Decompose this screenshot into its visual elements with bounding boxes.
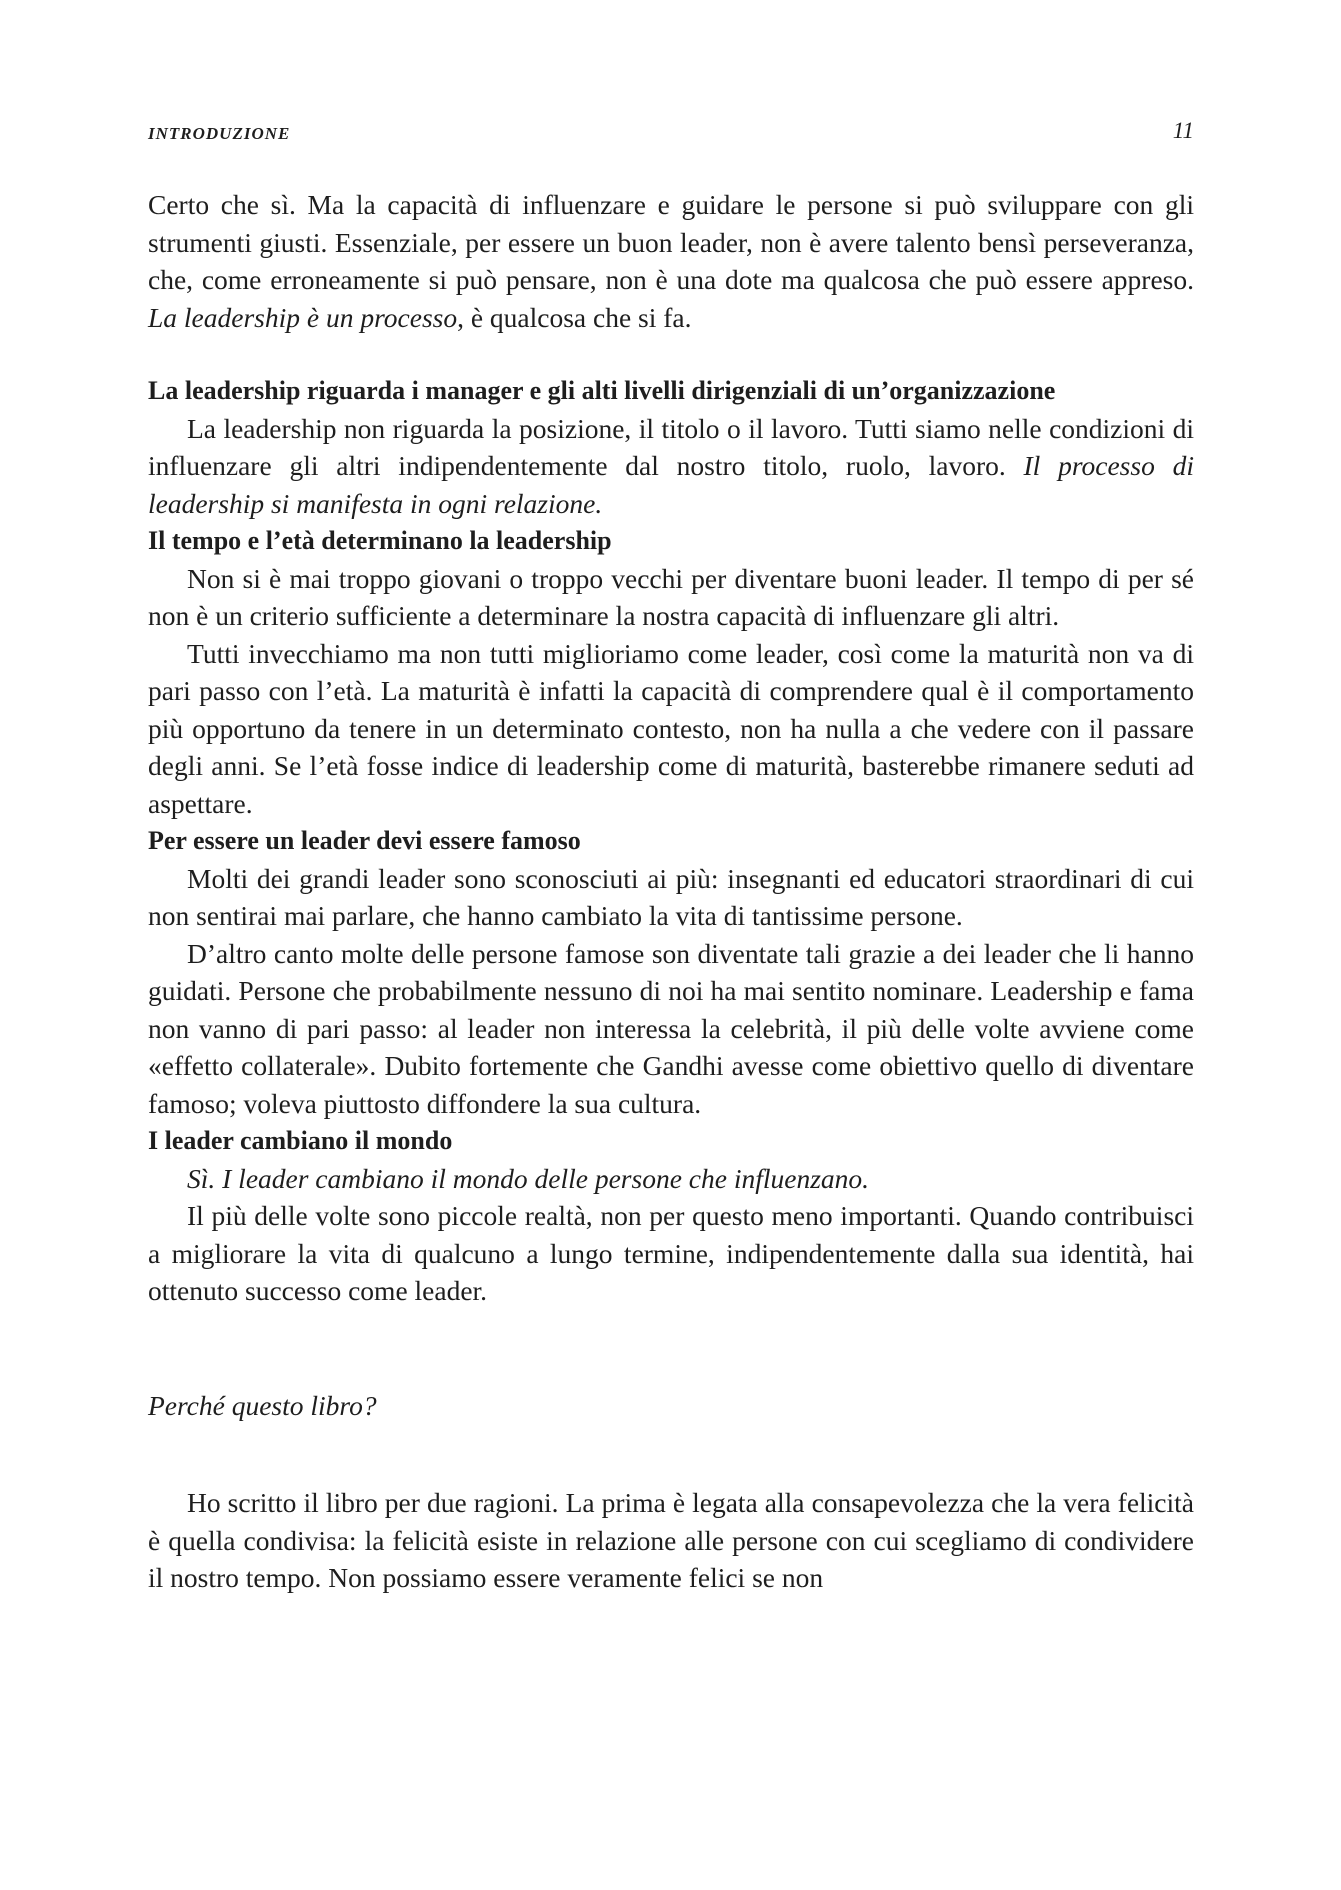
italic-emphasis: La leadership è un processo	[148, 301, 458, 333]
page-body	[148, 186, 1194, 1597]
paragraph	[148, 1160, 1194, 1198]
running-head	[148, 118, 1194, 148]
paragraph-text: , è qualcosa che si fa.	[457, 301, 692, 333]
italic-emphasis: Il processo di leadership si manifesta in ogni relazione.	[148, 450, 1194, 519]
paragraph-text: Certo che sì. Ma la capacità di influenzare e guidare le persone si può sviluppare con gli strumenti giusti. Essenziale, per essere un buon leader, non è avere talento bensì perseveranza, che, come erroneamente si può pensare, non è una dote ma qualcosa che può essere appreso.	[148, 189, 1194, 295]
section-heading: Per essere un leader devi essere famoso	[148, 826, 581, 855]
italic-emphasis: Sì. I leader cambiano il mondo delle persone che influenzano.	[187, 1162, 870, 1194]
section-heading: I leader cambiano il mondo	[148, 1126, 453, 1155]
paragraph	[148, 410, 1194, 523]
chapter-title: INTRODUZIONE	[148, 124, 291, 143]
section-title: Perché questo libro?	[148, 1389, 377, 1421]
paragraph	[148, 186, 1194, 336]
paragraph: Ho scritto il libro per due ragioni. La prima è legata alla consapevolezza che la vera felicità è quella condivisa: la felicità esiste in relazione alle persone con cui scegliamo di condividere il nostro tempo. Non possiamo essere veramente felici se non	[148, 1487, 1194, 1593]
page-number: 11	[1172, 118, 1194, 143]
section-heading: Il tempo e l’età determinano la leadership	[148, 526, 612, 555]
paragraph: Tutti invecchiamo ma non tutti miglioriamo come leader, così come la maturità non va di pari passo con l’età. La maturità è infatti la capacità di comprendere qual è il comportamento più opportuno da tenere in un determinato contesto, non ha nulla a che vedere con il passare degli anni. Se l’età fosse indice di leadership come di maturità, basterebbe rimanere seduti ad aspettare.	[148, 637, 1194, 819]
section-heading: La leadership riguarda i manager e gli alti livelli dirigenziali di un’organizzazione	[148, 376, 1056, 405]
paragraph: Non si è mai troppo giovani o troppo vecchi per diventare buoni leader. Il tempo di per sé non è un criterio sufficiente a determinare la nostra capacità di influenzare gli altri.	[148, 562, 1194, 631]
paragraph: Molti dei grandi leader sono sconosciuti ai più: insegnanti ed educatori straordinari di cui non sentirai mai parlare, che hanno cambiato la vita di tantissime persone.	[148, 862, 1194, 931]
paragraph-text: La leadership non riguarda la posizione, il titolo o il lavoro. Tutti siamo nelle condizioni di influenzare gli altri indipendentemente dal nostro titolo, ruolo, lavoro.	[148, 412, 1194, 481]
paragraph: D’altro canto molte delle persone famose son diventate tali grazie a dei leader che li hanno guidati. Persone che probabilmente nessuno di noi ha mai sentito nominare. Leadership e fama non vanno di pari passo: al leader non interessa la celebrità, il più delle volte avviene come «effetto collaterale». Dubito fortemente che Gandhi avesse come obiettivo quello di diventare famoso; voleva piuttosto diffondere la sua cultura.	[148, 937, 1194, 1119]
paragraph: Il più delle volte sono piccole realtà, non per questo meno importanti. Quando contribuisci a migliorare la vita di qualcuno a lungo termine, indipendentemente dalla sua identità, hai ottenuto successo come leader.	[148, 1200, 1194, 1306]
